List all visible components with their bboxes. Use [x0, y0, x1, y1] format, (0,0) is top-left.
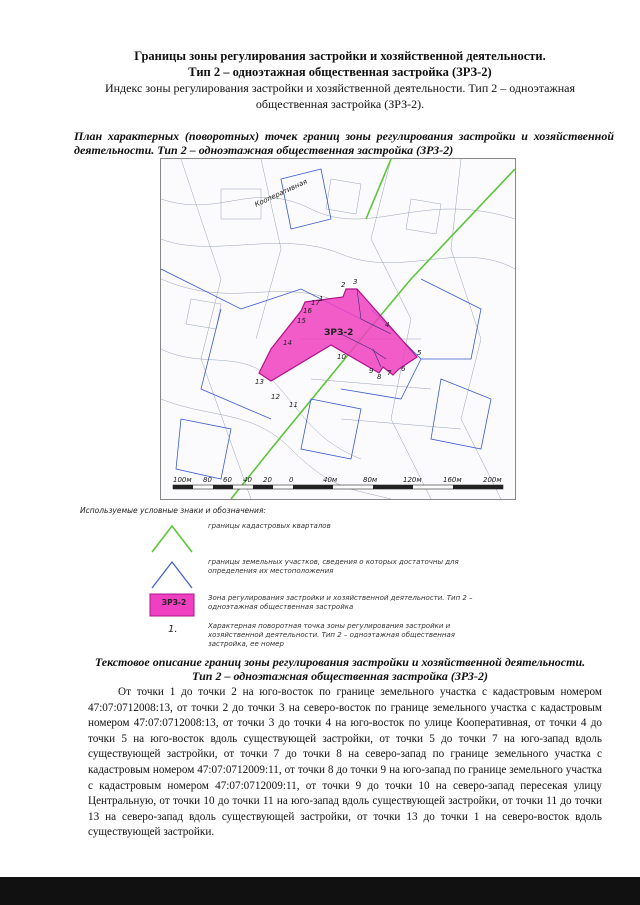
legend-text-land-plot: границы земельных участков, сведения о которых достаточны для определения их местоположения — [208, 558, 459, 575]
point-label-12: 12 — [271, 393, 280, 401]
scale-tick-6: 40м — [323, 476, 338, 484]
plan-heading: План характерных (поворотных) точек границ зоны регулирования застройки и хозяйственной деятельности. Тип 2 – одноэтажная общественная застройка (ЗРЗ-2) — [74, 129, 614, 157]
green-line-icon — [148, 520, 196, 556]
point-label-15: 15 — [297, 317, 306, 325]
description-title — [70, 655, 610, 683]
legend-text-zone: Зона регулирования застройки и хозяйственной деятельности. Тип 2 – одноэтажная общественная застройка — [208, 594, 473, 611]
scale-bar — [173, 476, 503, 489]
point-label-2: 2 — [341, 281, 346, 289]
blue-line-icon — [148, 556, 196, 592]
point-label-10: 10 — [337, 353, 346, 361]
cadastral-map — [160, 158, 516, 500]
scale-tick-5: 0 — [289, 476, 294, 484]
scale-tick-10: 200м — [483, 476, 502, 484]
point-label-1: 1 — [319, 295, 324, 303]
point-label-7: 7 — [387, 369, 392, 377]
scale-tick-4: 20 — [263, 476, 272, 484]
scale-tick-2: 60 — [223, 476, 232, 484]
legend-item-quarter — [148, 520, 478, 560]
header-line-4: общественная застройка (ЗРЗ-2). — [255, 97, 425, 111]
street-label: Кооперативная — [253, 177, 309, 209]
zone-label: ЗРЗ-2 — [324, 328, 354, 338]
point-label-3: 3 — [353, 278, 358, 286]
zone-swatch-label: ЗРЗ-2 — [161, 598, 187, 607]
scale-tick-7: 80м — [363, 476, 378, 484]
point-label-13: 13 — [255, 378, 264, 386]
legend-text-point: Характерная поворотная точка зоны регулирования застройки и хозяйственной деятельности. Тип 2 – одноэтажная общественная застройка, ее номер — [208, 622, 455, 648]
scale-tick-1: 80 — [203, 476, 212, 484]
header-line-3: Индекс зоны регулирования застройки и хозяйственной деятельности. Тип 2 – одноэтажная — [104, 81, 576, 95]
point-marker-symbol: 1. — [168, 624, 178, 635]
point-label-6: 6 — [401, 365, 406, 373]
scale-tick-3: 40 — [243, 476, 252, 484]
point-label-14: 14 — [283, 339, 292, 347]
description-title-line-1: Текстовое описание границ зоны регулирования застройки и хозяйственной деятельности. — [94, 655, 586, 669]
description-body: От точки 1 до точки 2 на юго-восток по границе земельного участка с кадастровым номером 47:07:0712008:13, от точки 2 до точки 3 на северо-восток по границе земельного участка с кадастровым номером 47:07:0712008:13, от точки 3 до точки 4 на юго-восток по улице Кооперативная, от точки 4 до точки 5 на юго-восток вдоль существующей застройки, от точки 5 до точки 7 на юго-запад вдоль существующей застройки, от точки 7 до точки 8 на северо-запад по границе земельного участка с кадастровым номером 47:07:0712009:11, от точки 8 до точки 9 на юго-запад по границе земельного участка с кадастровым номером 47:07:0712009:11, от точки 9 до точки 10 на северо-запад пересекая улицу Центральную, от точки 10 до точки 11 на юго-запад вдоль существующей застройки, от точки 11 до точки 13 на северо-запад вдоль существующей застройки, от точки 13 до точки 1 на северо-восток вдоль существующей застройки. — [88, 686, 602, 839]
point-label-16: 16 — [303, 307, 312, 315]
map-drawing — [161, 159, 515, 499]
scale-tick-0: 100м — [173, 476, 192, 484]
point-label-4: 4 — [385, 321, 390, 329]
legend-item-point — [148, 620, 478, 660]
point-label-9: 9 — [369, 367, 374, 375]
header-line-2: Тип 2 – одноэтажная общественная застройка (ЗРЗ-2) — [188, 65, 492, 79]
scale-tick-9: 160м — [443, 476, 462, 484]
description-title-line-2: Тип 2 – одноэтажная общественная застройка (ЗРЗ-2) — [192, 669, 488, 683]
legend-title: Используемые условные знаки и обозначения: — [80, 506, 266, 515]
legend-text-quarter: границы кадастровых кварталов — [208, 522, 331, 530]
header-line-1: Границы зоны регулирования застройки и хозяйственной деятельности. — [134, 49, 546, 63]
point-label-8: 8 — [377, 373, 382, 381]
point-label-17: 17 — [311, 299, 320, 307]
scale-tick-8: 120м — [403, 476, 422, 484]
scan-bottom-edge — [0, 877, 640, 905]
point-label-11: 11 — [289, 401, 298, 409]
point-label-5: 5 — [417, 349, 422, 357]
document-header — [60, 48, 620, 112]
